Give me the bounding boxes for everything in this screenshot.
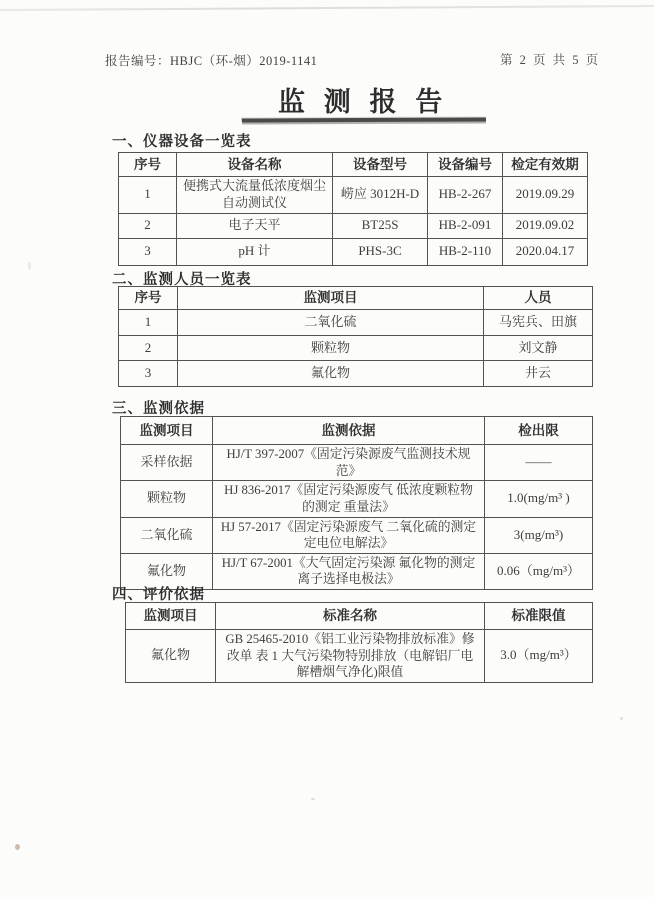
table-cell: 3(mg/m³): [485, 517, 593, 553]
column-header: 监测项目: [178, 287, 484, 310]
table-cell: 氟化物: [126, 630, 216, 683]
table-cell: 1: [119, 310, 178, 336]
column-header: 序号: [119, 287, 178, 310]
table-cell: 便携式大流量低浓度烟尘自动测试仪: [177, 177, 333, 214]
section-heading-instruments: 一、仪器设备一览表: [112, 134, 252, 150]
report-number: 报告编号：HBJC（环-烟）2019-1141: [105, 54, 318, 68]
page-title: 监 测 报 告: [278, 87, 449, 117]
scan-artifact-line: [0, 5, 654, 11]
table-cell: 1: [119, 177, 177, 214]
table-cell: 采样依据: [121, 445, 213, 481]
section-heading-monitoring-basis: 三、监测依据: [112, 401, 205, 417]
table-cell: HJ 836-2017《固定污染源废气 低浓度颗粒物的测定 重量法》: [213, 481, 485, 517]
table-cell: 刘文静: [484, 336, 593, 361]
personnel-table: [118, 286, 593, 387]
table-row: [119, 361, 593, 387]
table-cell: 氟化物: [121, 553, 213, 589]
column-header: 标准限值: [485, 603, 593, 630]
column-header: 设备型号: [333, 153, 428, 177]
column-header: 设备编号: [428, 153, 503, 177]
table-cell: HJ 57-2017《固定污染源废气 二氧化硫的测定 定电位电解法》: [213, 517, 485, 553]
table-cell: HB-2-110: [428, 238, 503, 265]
column-header: 标准名称: [216, 603, 485, 630]
table-row: [121, 517, 593, 553]
table-cell: ——: [485, 445, 593, 481]
table-cell: HB-2-091: [428, 213, 503, 238]
column-header: 检出限: [485, 417, 593, 445]
table-cell: 1.0(mg/m³ ): [485, 481, 593, 517]
column-header: 监测依据: [213, 417, 485, 445]
table-cell: 马宪兵、田旗: [484, 310, 593, 336]
table-row: [119, 238, 588, 265]
table-row: [121, 481, 593, 517]
table-cell: 2020.04.17: [503, 238, 588, 265]
table-cell: 颗粒物: [121, 481, 213, 517]
table-cell: BT25S: [333, 213, 428, 238]
table-cell: 电子天平: [177, 213, 333, 238]
table-cell: HB-2-267: [428, 177, 503, 214]
table-cell: PHS-3C: [333, 238, 428, 265]
table-cell: 二氧化硫: [178, 310, 484, 336]
table-cell: HJ/T 67-2001《大气固定污染源 氟化物的测定 离子选择电极法》: [213, 553, 485, 589]
column-header: 人员: [484, 287, 593, 310]
section-heading-personnel: 二、监测人员一览表: [112, 272, 252, 288]
table-cell: HJ/T 397-2007《固定污染源废气监测技术规范》: [213, 445, 485, 481]
table-cell: 3: [119, 361, 178, 387]
table-cell: 2019.09.29: [503, 177, 588, 214]
column-header: 设备名称: [177, 153, 333, 177]
table-row: [126, 630, 593, 683]
column-header: 监测项目: [126, 603, 216, 630]
table-cell: pH 计: [177, 238, 333, 265]
table-cell: 2: [119, 213, 177, 238]
scan-speck: [15, 844, 20, 850]
table-cell: 二氧化硫: [121, 517, 213, 553]
table-row: [121, 445, 593, 481]
table-cell: 氟化物: [178, 361, 484, 387]
table-cell: GB 25465-2010《铝工业污染物排放标准》修改单 表 1 大气污染物特别排放（电解铝厂电解槽烟气净化)限值: [216, 630, 485, 683]
scan-speck: [620, 717, 623, 720]
column-header: 序号: [119, 153, 177, 177]
table-cell: 颗粒物: [178, 336, 484, 361]
table-cell: 3: [119, 238, 177, 265]
table-header-row: [121, 417, 593, 445]
table-row: [119, 177, 588, 214]
table-header-row: [126, 603, 593, 630]
scan-speck: [311, 798, 315, 800]
column-header: 检定有效期: [503, 153, 588, 177]
table-cell: 2: [119, 336, 178, 361]
section-heading-evaluation-basis: 四、评价依据: [112, 587, 205, 603]
table-row: [119, 310, 593, 336]
evaluation-basis-table: [125, 602, 593, 683]
title-underline: [242, 117, 486, 122]
page-indicator: 第 2 页 共 5 页: [500, 53, 601, 67]
table-cell: 3.0（mg/m³）: [485, 630, 593, 683]
table-row: [119, 213, 588, 238]
instruments-table: [118, 152, 588, 266]
table-cell: 2019.09.02: [503, 213, 588, 238]
column-header: 监测项目: [121, 417, 213, 445]
table-row: [119, 336, 593, 361]
monitoring-basis-table: [120, 416, 593, 590]
table-cell: 井云: [484, 361, 593, 387]
table-header-row: [119, 153, 588, 177]
table-cell: 0.06（mg/m³）: [485, 553, 593, 589]
table-cell: 崂应 3012H-D: [333, 177, 428, 214]
table-header-row: [119, 287, 593, 310]
scan-speck: [28, 262, 31, 270]
